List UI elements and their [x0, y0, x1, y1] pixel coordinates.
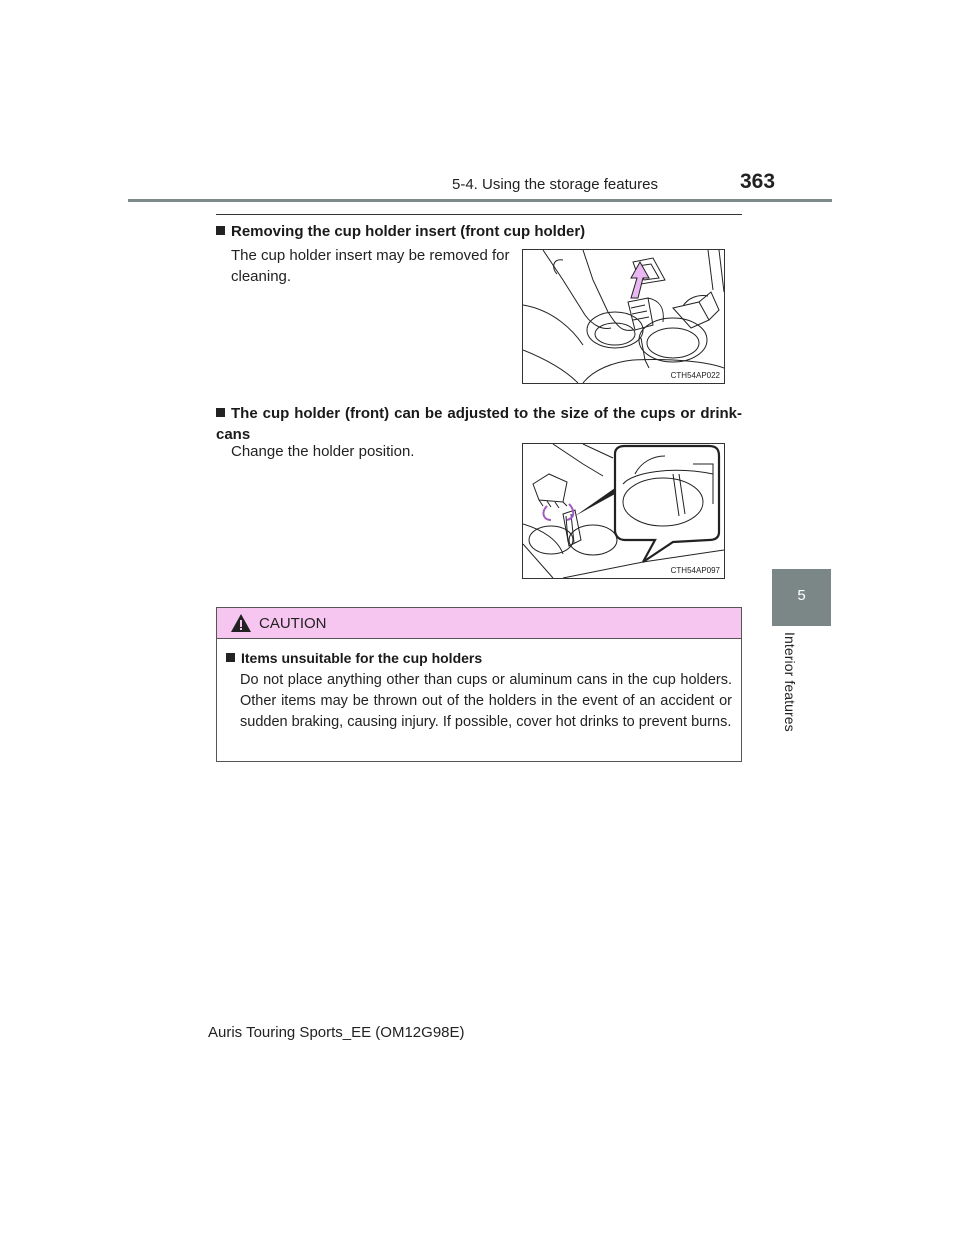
bullet-square-icon [216, 408, 225, 417]
caution-header [217, 608, 741, 639]
bullet-square-icon [216, 226, 225, 235]
figure-adjust-holder [522, 443, 725, 579]
callout-pointer [575, 488, 615, 516]
figure-code: CTH54AP022 [670, 371, 720, 380]
section-body-remove-insert: The cup holder insert may be removed for cleaning. [231, 247, 510, 285]
chapter-title: Interior features [782, 632, 798, 732]
caution-box [216, 607, 742, 762]
cup-holder-adjust-illustration [523, 444, 724, 578]
section-body-adjust-holder: Change the holder position. [231, 443, 415, 460]
header-rule [128, 199, 832, 202]
caution-text: Do not place anything other than cups or aluminum cans in the cup holders. Other items may be thrown out of the holders in the event of an accident or sudden braking, causing injury. If possible, cover hot drinks to prevent burns. [240, 672, 732, 730]
bullet-square-icon [226, 653, 235, 662]
caution-heading: Items unsuitable for the cup holders [226, 650, 482, 666]
cup-holder-insert-illustration [523, 250, 724, 383]
page-number: 363 [740, 170, 776, 193]
chapter-tab [772, 569, 831, 626]
chapter-number: 5 [797, 587, 806, 604]
figure-code: CTH54AP097 [670, 566, 720, 575]
figure-remove-insert [522, 249, 725, 384]
rotate-left-arrow-icon [544, 506, 551, 520]
header-section-title: 5-4. Using the storage features [452, 176, 658, 193]
magnified-callout [615, 446, 719, 562]
caution-title: CAUTION [259, 615, 327, 632]
section-heading-remove-insert: Removing the cup holder insert (front cup holder) [216, 221, 585, 242]
section-heading-adjust-holder: The cup holder (front) can be adjusted to the size of the cups or drink-cans [216, 405, 742, 443]
footer-model-text: Auris Touring Sports_EE (OM12G98E) [208, 1024, 465, 1041]
warning-triangle-icon [230, 613, 252, 633]
section-rule [216, 214, 742, 215]
